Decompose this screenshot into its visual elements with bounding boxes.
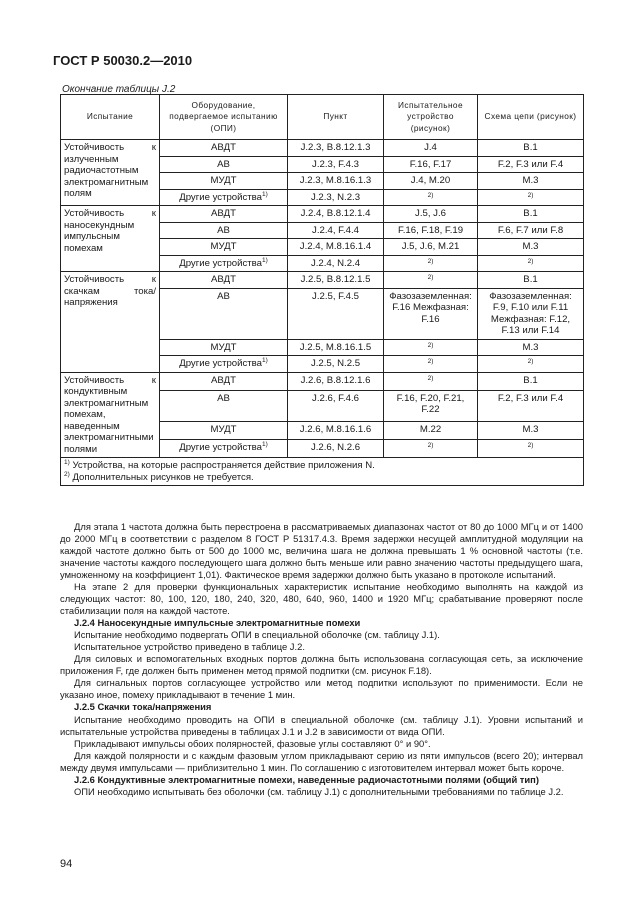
scheme-cell: B.1 bbox=[478, 372, 584, 390]
device-cell: J.5, J.6, M.21 bbox=[384, 239, 478, 256]
test-name-cell: Устойчивость к наносекундным импульсным помехам bbox=[61, 206, 160, 272]
equipment-label: АВДТ bbox=[211, 208, 236, 219]
col-header-test: Испытание bbox=[61, 95, 160, 140]
equipment-cell bbox=[160, 439, 288, 457]
equipment-label: АВДТ bbox=[211, 142, 236, 153]
scheme-cell: M.3 bbox=[478, 339, 584, 356]
clause-cell: J.2.5, B.8.12.1.5 bbox=[288, 272, 384, 289]
document-header: ГОСТ Р 50030.2—2010 bbox=[53, 53, 193, 68]
body-text bbox=[60, 521, 583, 798]
scheme-cell: B.1 bbox=[478, 272, 584, 289]
device-cell: F.16, F.17 bbox=[384, 156, 478, 173]
paragraph: Для этапа 1 частота должна быть перестроена в рассматриваемых диапазонах частот от 80 до 1000 МГц и от 1400 до 2000 МГц в соответствии с разделом 8 ГОСТ Р 51317.4.3. Время задержки несущей амплитудной модуляции на каждой частоте должно быть от 500 до 1000 мс, величина шага не должна превышать 1 % основной частоты (т.е. значение частоты каждого последующего шага должно быть меньше или равно значению частоты предыдущего шага, умноженному на коэффициент 1,01). Фактическое время задержки должно быть указано в протоколе испытаний. bbox=[60, 521, 583, 581]
equipment-label: АВ bbox=[217, 290, 230, 302]
footnote-ref: 1) bbox=[262, 256, 268, 264]
paragraph: Для силовых и вспомогательных входных портов должна быть использована согласующая сеть, за исключение приложения F, где должен быть применен метод прямой подпитки (см. рисунок F.18). bbox=[60, 653, 583, 677]
scheme-cell: 2) bbox=[478, 189, 584, 206]
device-cell: 2) bbox=[384, 272, 478, 289]
equipment-label: МУДТ bbox=[210, 423, 237, 435]
clause-cell: J.2.6, M.8.16.1.6 bbox=[288, 421, 384, 439]
clause-cell: J.2.4, M.8.16.1.4 bbox=[288, 239, 384, 256]
equipment-label: АВ bbox=[217, 224, 230, 236]
equipment-cell bbox=[160, 255, 288, 272]
equipment-label: Другие устройства bbox=[179, 358, 263, 369]
footnote-ref: 1) bbox=[262, 190, 268, 198]
device-cell: 2) bbox=[384, 372, 478, 390]
device-cell: F.16, F.20, F.21, F.22 bbox=[384, 390, 478, 421]
paragraph: На этапе 2 для проверки функциональных характеристик испытание необходимо выполнять на каждой из следующих частот: 80, 100, 120, 180, 240, 320, 480, 640, 960, 1400 и 1920 МГц; срабатывание проверяют после стабилизации поля на каждой частоте. bbox=[60, 581, 583, 617]
clause-cell: J.2.4, N.2.4 bbox=[288, 255, 384, 272]
equipment-cell bbox=[160, 356, 288, 373]
paragraph: Для сигнальных портов согласующее устройство или метод подпитки используют по применимости. Если не указано иное, помеху прикладывают в течение 1 мин. bbox=[60, 677, 583, 701]
device-cell: J.4 bbox=[384, 140, 478, 157]
col-header-scheme: Схема цепи (рисунок) bbox=[478, 95, 584, 140]
test-name-cell: Устойчивость к скачкам тока/напряжения bbox=[61, 272, 160, 373]
device-cell: 2) bbox=[384, 339, 478, 356]
equipment-cell bbox=[160, 156, 288, 173]
test-name-cell: Устойчивость к кондуктивным электромагнитным помехам, наведенным электромагнитными полями bbox=[61, 372, 160, 458]
table-row bbox=[61, 140, 584, 157]
device-cell: M.22 bbox=[384, 421, 478, 439]
device-cell: J.5, J.6 bbox=[384, 206, 478, 223]
clause-cell: J.2.6, F.4.6 bbox=[288, 390, 384, 421]
table-row bbox=[61, 206, 584, 223]
clause-cell: J.2.6, N.2.6 bbox=[288, 439, 384, 457]
col-header-clause: Пункт bbox=[288, 95, 384, 140]
equipment-cell bbox=[160, 272, 288, 289]
col-header-device: Испытательное устройство (рисунок) bbox=[384, 95, 478, 140]
col-header-equipment: Оборудование, подвергаемое испытанию (ОПИ) bbox=[160, 95, 288, 140]
scheme-cell: F.2, F.3 или F.4 bbox=[478, 156, 584, 173]
clause-cell: J.2.3, B.8.12.1.3 bbox=[288, 140, 384, 157]
section-heading: J.2.6 Кондуктивные электромагнитные помехи, наведенные радиочастотными полями (общий тип) bbox=[74, 773, 539, 785]
test-table bbox=[60, 94, 584, 486]
equipment-label: МУДТ bbox=[210, 241, 237, 252]
clause-cell: J.2.3, M.8.16.1.3 bbox=[288, 173, 384, 190]
clause-cell: J.2.4, F.4.4 bbox=[288, 222, 384, 239]
clause-cell: J.2.4, B.8.12.1.4 bbox=[288, 206, 384, 223]
equipment-cell bbox=[160, 288, 288, 339]
equipment-label: МУДТ bbox=[210, 341, 237, 353]
section-heading: J.2.5 Скачки тока/напряжения bbox=[74, 701, 212, 713]
scheme-cell: B.1 bbox=[478, 206, 584, 223]
scheme-cell: B.1 bbox=[478, 140, 584, 157]
device-cell: 2) bbox=[384, 255, 478, 272]
equipment-label: АВ bbox=[217, 158, 230, 170]
table-row bbox=[61, 272, 584, 289]
device-cell: 2) bbox=[384, 189, 478, 206]
clause-cell: J.2.3, F.4.3 bbox=[288, 156, 384, 173]
device-cell: J.4, M.20 bbox=[384, 173, 478, 190]
section-heading: J.2.4 Наносекундные импульсные электромагнитные помехи bbox=[74, 617, 361, 629]
footnote-ref: 1) bbox=[262, 356, 268, 364]
paragraph: Для каждой полярности и с каждым фазовым углом прикладывают серию из пяти импульсов (всего 20); интервал между двумя импульсами — приблизительно 1 мин. По соглашению с изготовителем интервал может быть короче. bbox=[60, 749, 583, 773]
equipment-cell bbox=[160, 222, 288, 239]
clause-cell: J.2.5, N.2.5 bbox=[288, 356, 384, 373]
equipment-cell bbox=[160, 173, 288, 190]
equipment-cell bbox=[160, 339, 288, 356]
table-caption: Окончание таблицы J.2 bbox=[62, 84, 176, 95]
clause-cell: J.2.5, F.4.5 bbox=[288, 288, 384, 339]
equipment-label: АВ bbox=[217, 392, 230, 404]
clause-cell: J.2.6, B.8.12.1.6 bbox=[288, 372, 384, 390]
test-name-cell: Устойчивость к излученным радиочастотным электромагнитным полям bbox=[61, 140, 160, 206]
equipment-cell bbox=[160, 206, 288, 223]
scheme-cell: 2) bbox=[478, 255, 584, 272]
scheme-cell: M.3 bbox=[478, 173, 584, 190]
equipment-cell bbox=[160, 372, 288, 390]
clause-cell: J.2.5, M.8.16.1.5 bbox=[288, 339, 384, 356]
paragraph: Испытательное устройство приведено в таблице J.2. bbox=[74, 641, 305, 653]
scheme-cell: 2) bbox=[478, 356, 584, 373]
scheme-cell: F.2, F.3 или F.4 bbox=[478, 390, 584, 421]
device-cell: 2) bbox=[384, 356, 478, 373]
device-cell: F.16, F.18, F.19 bbox=[384, 222, 478, 239]
footnote-mark: 1) bbox=[64, 458, 70, 466]
equipment-cell bbox=[160, 421, 288, 439]
equipment-label: Другие устройства bbox=[179, 441, 263, 453]
footnote-ref: 1) bbox=[262, 440, 268, 448]
paragraph: Прикладывают импульсы обоих полярностей, фазовые углы составляют 0° и 90°. bbox=[74, 737, 431, 749]
clause-cell: J.2.3, N.2.3 bbox=[288, 189, 384, 206]
equipment-label: МУДТ bbox=[210, 175, 237, 186]
footnotes-row bbox=[61, 458, 584, 486]
footnote-mark: 2) bbox=[64, 470, 70, 478]
table-header-row bbox=[61, 95, 584, 140]
equipment-label: Другие устройства bbox=[179, 191, 263, 203]
footnote bbox=[64, 460, 580, 472]
scheme-cell: 2) bbox=[478, 439, 584, 457]
scheme-cell: M.3 bbox=[478, 239, 584, 256]
device-cell: Фазозаземленная: F.16 Межфазная: F.16 bbox=[384, 288, 478, 339]
equipment-label: Другие устройства bbox=[179, 257, 263, 269]
paragraph: Испытание необходимо проводить на ОПИ в специальной оболочке (см. таблицу J.1). Уровни испытаний и испытательные устройства приведены в таблицах J.1 и J.2 в зависимости от вида ОПИ. bbox=[60, 713, 583, 737]
equipment-cell bbox=[160, 140, 288, 157]
scheme-cell: Фазозаземленная: F.9, F.10 или F.11 Межфазная: F.12, F.13 или F.14 bbox=[478, 288, 584, 339]
footnote bbox=[64, 472, 580, 484]
footnote-text: Устройства, на которые распространяется действие приложения N. bbox=[72, 460, 375, 471]
equipment-label: АВДТ bbox=[211, 374, 236, 386]
footnote-text: Дополнительных рисунков не требуется. bbox=[72, 471, 254, 483]
equipment-label: АВДТ bbox=[211, 274, 236, 285]
page-number: 94 bbox=[60, 858, 73, 870]
scheme-cell: F.6, F.7 или F.8 bbox=[478, 222, 584, 239]
equipment-cell bbox=[160, 189, 288, 206]
paragraph: ОПИ необходимо испытывать без оболочки (см. таблицу J.1) с дополнительными требованиями по таблице J.2. bbox=[74, 785, 564, 797]
device-cell: 2) bbox=[384, 439, 478, 457]
scheme-cell: M.3 bbox=[478, 421, 584, 439]
paragraph: Испытание необходимо подвергать ОПИ в специальной оболочке (см. таблицу J.1). bbox=[74, 629, 440, 641]
equipment-cell bbox=[160, 390, 288, 421]
footnotes bbox=[61, 458, 584, 486]
equipment-cell bbox=[160, 239, 288, 256]
table-row bbox=[61, 372, 584, 390]
